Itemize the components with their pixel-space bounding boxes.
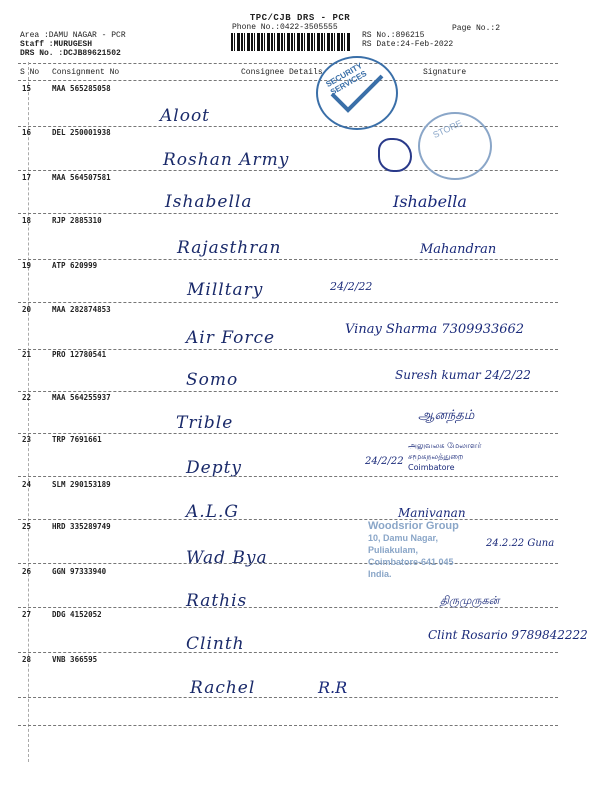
phone-number: Phone No.:0422-3505555 [232,23,338,32]
row-signature: 24/2/22 [365,456,404,467]
security-services-stamp [316,56,398,130]
row-divider [18,476,558,477]
row-sno: 28 [22,655,32,664]
stamp-line: சமூகநலத்துறை [408,452,464,461]
area-label: Area :DAMU NAGAR - PCR [20,31,126,40]
row-sno: 15 [22,84,32,93]
row-sno: 23 [22,435,32,444]
row-consignment-no: MAA 282874853 [52,305,111,314]
row-consignment-no: ATP 620999 [52,261,98,270]
row-consignment-no: MAA 564507581 [52,173,111,182]
drs-number: DRS No. :DCJB89621502 [20,49,121,58]
row-divider [18,697,558,698]
row-consignee-name: Depty [186,458,243,478]
bottom-rule [18,725,558,726]
row-sno: 18 [22,216,32,225]
staff-line [20,40,92,49]
row-divider [18,302,558,303]
row-consignment-no: DEL 250001938 [52,128,111,137]
row-signature: Manivanan [398,506,466,520]
row-consignee-name: Wad Bya [186,548,268,568]
row-sno: 16 [22,128,32,137]
row-consignee-name: Aloot [160,106,211,126]
row-consignee-name: Rachel [190,678,256,698]
stamp-line: Coimbatore-641 045 [368,557,454,567]
row-divider [18,563,558,564]
row-sno: 26 [22,567,32,576]
row-divider [18,519,558,520]
row-sno: 24 [22,480,32,489]
row-consignee-name: Somo [186,370,239,390]
row-signature: Vinay Sharma 7309933662 [345,322,525,337]
stamp-line: Puliakulam, [368,545,419,555]
row-consignment-no: SLM 290153189 [52,480,111,489]
row-sno: 25 [22,522,32,531]
row-signature: 24/2/22 [330,280,373,293]
stamp-line: 10, Damu Nagar, [368,533,439,543]
row-sno: 17 [22,173,32,182]
row-consignment-no: DDG 4152052 [52,610,102,619]
rs-number: RS No.:896215 [362,31,425,40]
row-consignment-no: TRP 7691661 [52,435,102,444]
row-consignee-name: Clinth [186,634,245,654]
row-consignment-no: VNB 366595 [52,655,98,664]
row-signature: R.R [318,678,348,697]
row-sno: 21 [22,350,32,359]
row-consignee-name: Rajasthran [177,238,282,258]
col-consignee: Consignee Details [241,68,323,77]
barcode [231,33,351,51]
row-signature: 24.2.22 Guna [486,538,555,549]
row-consignment-no: MAA 565285058 [52,84,111,93]
stamp-line: அலுவலக மேலாளர் [408,441,482,450]
row-consignment-no: PRO 12780541 [52,350,107,359]
col-signature: Signature [423,68,467,77]
row-divider [18,433,558,434]
row-sno: 20 [22,305,32,314]
scribble-mark [378,138,412,172]
row-divider [18,259,558,260]
stamp-text: STORE [431,117,464,141]
col-consignment: Consignment No [52,68,120,77]
row-sno: 19 [22,261,32,270]
row-consignee-name: A.L.G [186,502,239,522]
woodsrior-group-stamp [368,520,459,580]
row-signature: Ishabella [393,192,467,211]
row-consignee-name: Rathis [186,591,248,611]
staff-label: Staff : [20,40,54,49]
header-rule-bottom [18,80,558,81]
page-number: Page No.:2 [452,24,501,33]
row-signature: Suresh kumar 24/2/22 [395,368,531,382]
report-title: TPC/CJB DRS - PCR [249,13,351,23]
stamp-line: Woodsrior Group [368,520,459,532]
row-signature: Mahandran [420,242,497,257]
row-divider [18,391,558,392]
rs-date: RS Date:24-Feb-2022 [362,40,454,49]
stamp-line: Coimbatore [408,463,455,472]
row-divider [18,607,558,608]
row-sno: 22 [22,393,32,402]
staff-name: MURUGESH [53,40,93,49]
row-consignee-name: Air Force [186,328,276,348]
row-consignee-name: Ishabella [165,192,253,212]
row-divider [18,652,558,653]
row-signature: ஆனந்தம் [418,408,475,423]
header-rule-top [18,63,558,64]
row-signature: திருமுருகன் [440,594,500,607]
store-stamp [418,112,492,180]
stamp-line: India. [368,569,392,579]
row-consignment-no: GGN 97333940 [52,567,107,576]
row-sno: 27 [22,610,32,619]
row-consignee-name: Trible [176,413,234,433]
row-consignment-no: MAA 564255937 [52,393,111,402]
row-consignee-name: Milltary [187,280,264,300]
col-sno: S No [20,68,40,77]
row-consignment-no: RJP 2885310 [52,216,102,225]
row-consignment-no: HRD 335289749 [52,522,111,531]
row-divider [18,213,558,214]
row-signature: Clint Rosario 9789842222 [428,628,588,642]
stamp-text: SECURITY SERVICES [324,61,369,97]
row-consignee-name: Roshan Army [163,150,290,170]
tamil-office-stamp [408,440,568,473]
